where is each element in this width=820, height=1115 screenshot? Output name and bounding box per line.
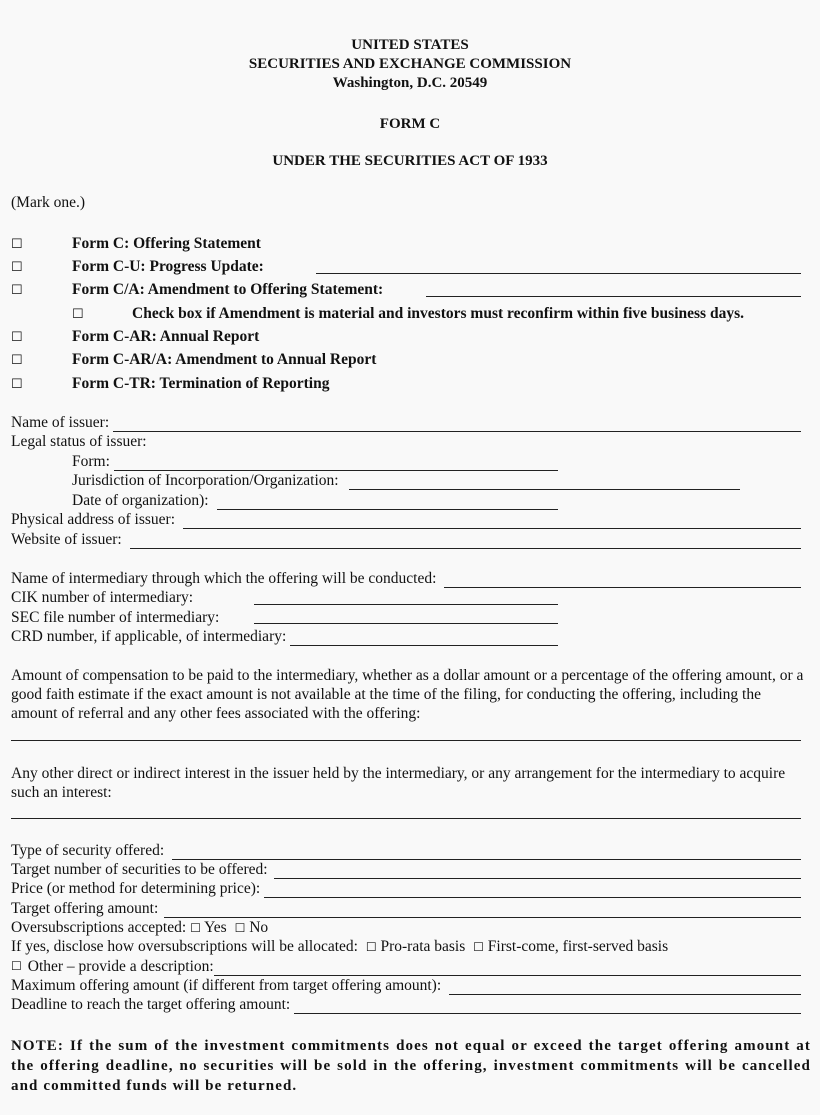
option-form-ca: Form C/A: Amendment to Offering Statement: [72,281,384,298]
first-come-label: First-come, first-served basis [487,938,669,955]
other-allocation-row [11,957,801,976]
other-interest-question: Any other direct or indirect interest in the issuer held by the intermediary, or any arrangement for the intermediary to acquire such an interest: [11,765,786,801]
oversubscriptions-row [11,918,268,938]
jurisdiction-row [72,471,740,490]
no-label: No [249,919,269,936]
form-row [72,452,558,471]
max-amount-row [11,976,801,995]
option-form-cu: Form C-U: Progress Update: [72,258,264,275]
security-type-row [11,841,801,860]
date-of-org-field[interactable] [217,494,558,510]
checkbox-form-car[interactable]: ☐ [11,329,23,344]
deadline-label: Deadline to reach the target offering amount: [11,996,291,1013]
note-label: NOTE: [11,1038,65,1054]
form-ca-field[interactable] [426,296,801,297]
compensation-field[interactable] [11,740,801,741]
checkbox-form-cara[interactable]: ☐ [11,352,23,367]
note-text: If the sum of the investment commitments does not equal or exceed the target offering amount at the offering deadline, no securities will be sold in the offering, investment commitments will be cancelled and committed funds will be returned. [11,1038,811,1094]
date-of-org-label: Date of organization): [72,492,209,509]
address-label: Physical address of issuer: [11,511,176,528]
security-type-field[interactable] [172,844,801,860]
address-row [11,510,801,529]
target-number-field[interactable] [274,863,801,879]
other-checkbox[interactable]: ☐ [11,959,22,973]
form-title: FORM C [379,116,441,132]
form-cu-field[interactable] [316,273,801,274]
sec-file-field[interactable] [254,623,558,624]
option-form-c: Form C: Offering Statement [72,235,261,252]
sec-file-label: SEC file number of intermediary: [11,609,220,626]
option-form-car: Form C-AR: Annual Report [72,328,260,345]
deadline-row [11,995,801,1014]
max-amount-field[interactable] [449,979,801,995]
issuer-name-field[interactable] [113,416,801,432]
cik-label: CIK number of intermediary: [11,589,194,606]
allocation-label: If yes, disclose how oversubscriptions will be allocated: [11,938,358,955]
website-label: Website of issuer: [11,531,122,548]
checkbox-form-ctr[interactable]: ☐ [11,376,23,391]
oversubscriptions-label: Oversubscriptions accepted: [11,919,187,936]
act-title: UNDER THE SECURITIES ACT OF 1933 [272,153,548,169]
issuer-name-label: Name of issuer: [11,414,110,431]
jurisdiction-field[interactable] [349,474,740,490]
issuer-name-row [11,413,801,432]
agency-address: Washington, D.C. 20549 [332,75,488,91]
crd-row [11,627,558,646]
checkbox-form-ca[interactable]: ☐ [11,282,23,297]
legal-status-label: Legal status of issuer: [11,433,147,450]
other-label: Other – provide a description: [27,958,214,975]
checkbox-amendment-material[interactable]: ☐ [72,306,84,321]
price-label: Price (or method for determining price): [11,880,261,897]
target-number-row [11,860,801,879]
jurisdiction-label: Jurisdiction of Incorporation/Organization: [72,472,339,489]
compensation-question: Amount of compensation to be paid to the intermediary, whether as a dollar amount or a percentage of the offering amount, or a good faith estimate if the exact amount is not available at the time of the filing, for conducting the offering, including the amount of referral and any other fees associated with the offering: [11,667,804,722]
cik-field[interactable] [254,604,558,605]
price-field[interactable] [264,882,801,898]
first-come-checkbox[interactable]: ☐ [473,940,484,954]
crd-label: CRD number, if applicable, of intermediary: [11,628,287,645]
pro-rata-checkbox[interactable]: ☐ [365,940,377,954]
target-number-label: Target number of securities to be offered: [11,861,268,878]
no-checkbox[interactable]: ☐ [234,921,246,935]
option-form-cara: Form C-AR/A: Amendment to Annual Report [72,351,377,368]
yes-label: Yes [204,919,227,936]
other-interest-field[interactable] [11,818,801,819]
address-field[interactable] [183,513,801,529]
option-amendment-material: Check box if Amendment is material and investors must reconfirm within five business days. [132,305,744,322]
target-amount-label: Target offering amount: [11,900,159,917]
mark-one-instruction: (Mark one.) [11,194,86,211]
yes-checkbox[interactable]: ☐ [190,921,201,935]
checkbox-form-c[interactable]: ☐ [11,236,23,251]
intermediary-name-label: Name of intermediary through which the offering will be conducted: [11,570,437,587]
max-amount-label: Maximum offering amount (if different from target offering amount): [11,977,442,994]
deadline-field[interactable] [294,998,801,1014]
target-amount-row [11,899,801,918]
agency-name: SECURITIES AND EXCHANGE COMMISSION [248,56,572,72]
other-description-field[interactable] [214,960,801,976]
crd-field[interactable] [290,630,558,646]
note-paragraph [11,1036,811,1096]
agency-country: UNITED STATES [351,37,469,53]
intermediary-name-row [11,569,801,588]
form-label: Form: [72,453,110,470]
form-field[interactable] [114,455,558,471]
checkbox-form-cu[interactable]: ☐ [11,259,23,274]
target-amount-field[interactable] [164,902,801,918]
security-type-label: Type of security offered: [11,842,165,859]
intermediary-name-field[interactable] [444,572,801,588]
allocation-row [11,937,668,957]
website-field[interactable] [130,533,801,549]
pro-rata-label: Pro-rata basis [380,938,466,955]
website-row [11,530,801,549]
date-of-org-row [72,491,558,510]
price-row [11,879,801,898]
option-form-ctr: Form C-TR: Termination of Reporting [72,375,330,392]
